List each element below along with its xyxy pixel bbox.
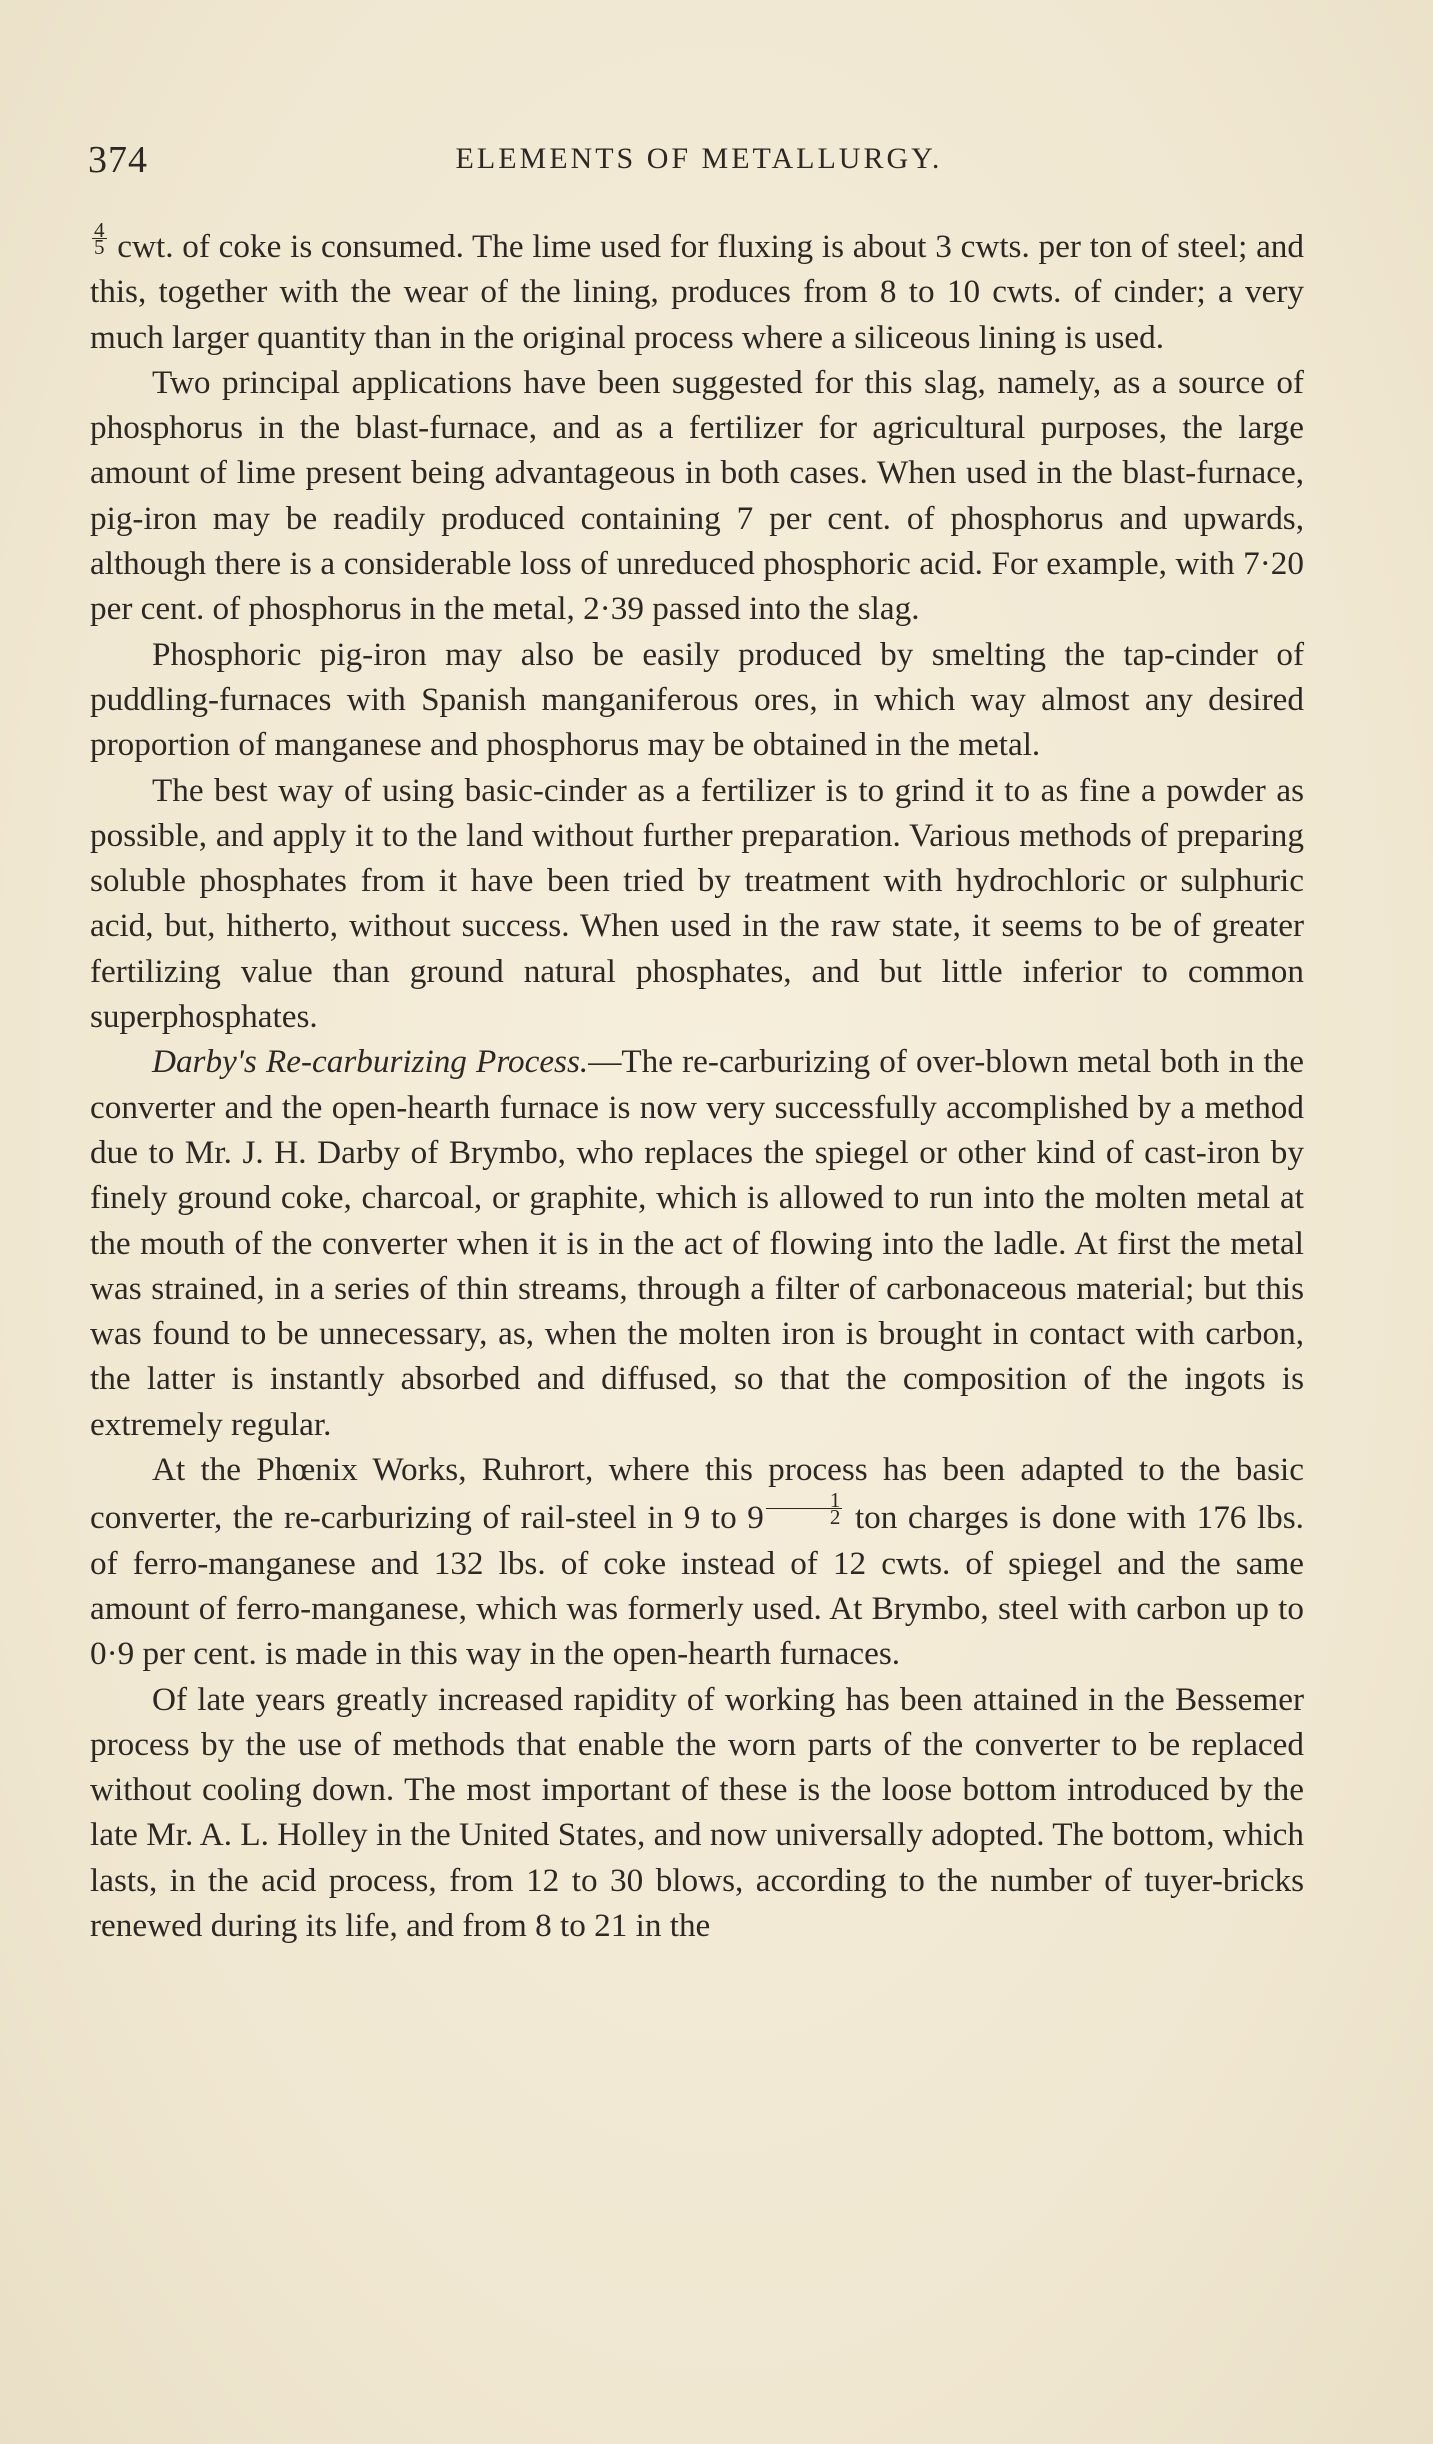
- paragraph-3: Phosphoric pig-iron may also be easily produced by smelting the tap-cinder of puddling-furnaces with Spanish manganiferous ores, in which way almost any desired proportion of manganese and phosphorus may be obtained in the metal.: [90, 635, 1304, 764]
- paragraph-6-text-after: ton charges is done with 176 lbs. of ferro-manganese and 132 lbs. of coke instead of 12 cwts. of spiegel and the same amount of ferro-manganese, which was formerly used. At Brymbo, steel with carbon up to 0·9 per cent. is made in this way in the open-hearth furnaces.: [90, 1499, 1304, 1673]
- paragraph-1-text: cwt. of coke is consumed. The lime used for fluxing is about 3 cwts. per ton of steel; and this, together with the wear of the lining, produces from 8 to 10 cwts. of cinder; a very much larger quantity than in the original process where a siliceous lining is used.: [90, 228, 1304, 356]
- running-title: ELEMENTS OF METALLURGY.: [455, 142, 943, 175]
- paragraph-6: [90, 1447, 1304, 1676]
- page-header: [88, 138, 1310, 198]
- fraction-one-half: $\frac{1}{2}$: [766, 1492, 843, 1525]
- paragraph-7: Of late years greatly increased rapidity of working has been attained in the Bessemer process by the use of methods that enable the worn parts of the converter to be replaced without cooling down. The most important of these is the loose bottom introduced by the late Mr. A. L. Holley in the United States, and now universally adopted. The bottom, which lasts, in the acid process, from 12 to 30 blows, according to the number of tuyer-bricks renewed during its life, and from 8 to 21 in the: [90, 1680, 1304, 1944]
- fraction-four-fifths: $\frac{4}{5}$: [94, 218, 105, 259]
- paragraph-5-text: —The re-carburizing of over-blown metal both in the converter and the open-hearth furnace is now very successfully accomplished by a method due to Mr. J. H. Darby of Brymbo, who replaces the spiegel or other kind of cast-iron by finely ground coke, charcoal, or graphite, which is allowed to run into the molten metal at the mouth of the converter when it is in the act of flowing into the ladle. At first the metal was strained, in a series of thin streams, through a filter of carbonaceous material; but this was found to be unnecessary, as, when the molten iron is brought in contact with carbon, the latter is instantly absorbed and diffused, so that the composition of the ingots is extremely regular.: [90, 1043, 1304, 1443]
- paragraph-5: [90, 1039, 1304, 1447]
- paragraph-6-text-before: At the Phœnix Works, Ruhrort, where this process has been adapted to the basic converter, the re-carburizing of rail-steel in 9 to 9: [90, 1451, 1304, 1537]
- page-number: 374: [88, 139, 148, 181]
- paragraph-4: The best way of using basic-cinder as a fertilizer is to grind it to as fine a powder as possible, and apply it to the land without further preparation. Various methods of preparing soluble phosphates from it have been tried by treatment with hydrochloric or sulphuric acid, but, hitherto, without success. When used in the raw state, it seems to be of greater fertilizing value than ground natural phosphates, and but little inferior to common superphosphates.: [90, 771, 1304, 1036]
- paragraph-2: Two principal applications have been suggested for this slag, namely, as a source of phosphorus in the blast-furnace, and as a fertilizer for agricultural purposes, the large amount of lime present being advantageous in both cases. When used in the blast-furnace, pig-iron may be readily produced containing 7 per cent. of phosphorus and upwards, although there is a considerable loss of unreduced phosphoric acid. For example, with 7·20 per cent. of phosphorus in the metal, 2·39 passed into the slag.: [90, 363, 1304, 628]
- paragraph-1: [90, 218, 1304, 360]
- section-heading-darby: Darby's Re-carburizing Process.: [152, 1043, 589, 1081]
- body-text: [90, 218, 1304, 1948]
